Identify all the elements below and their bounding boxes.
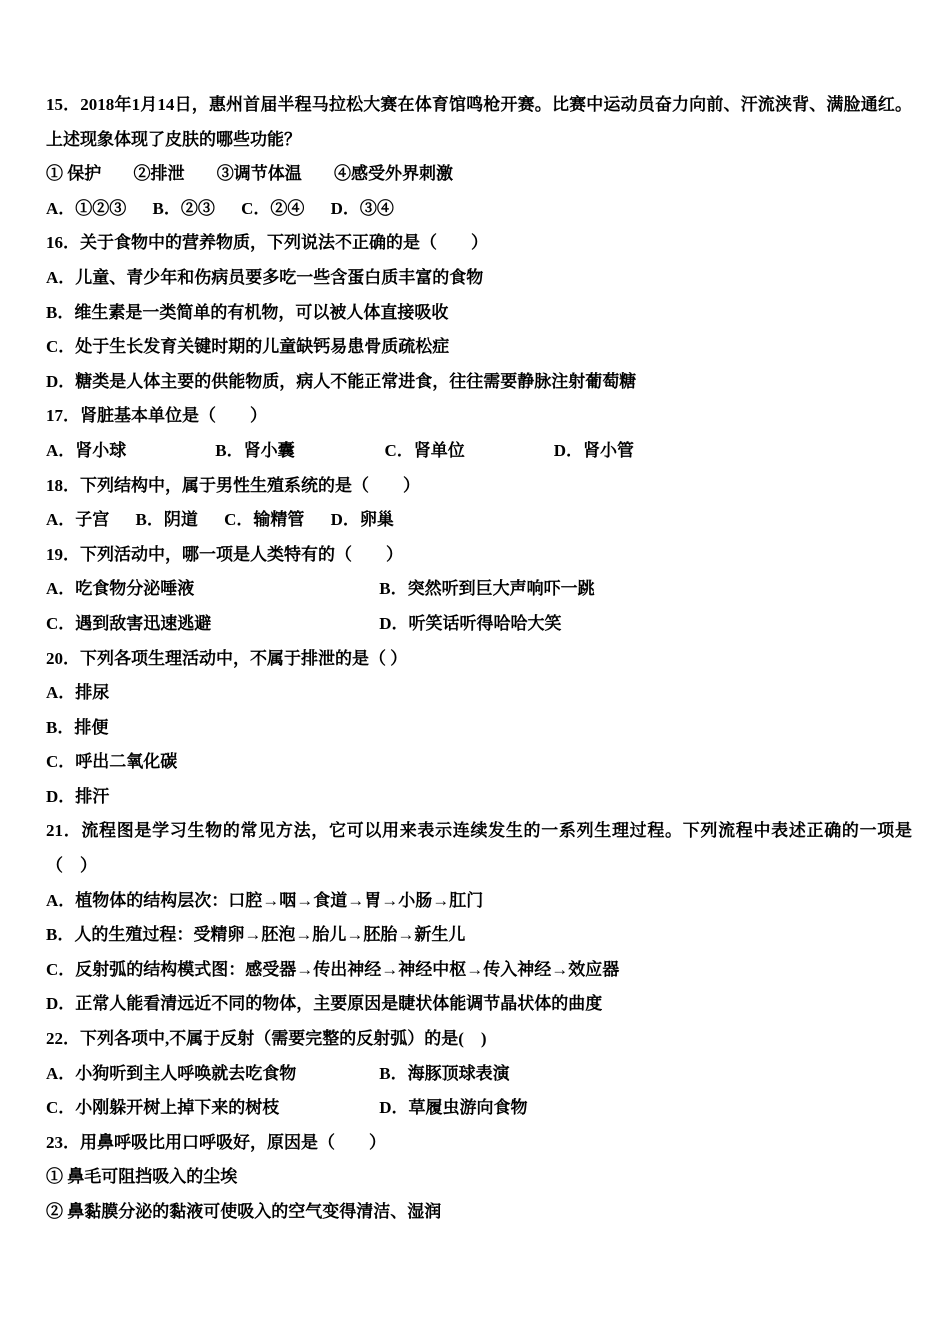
q15-option-b: B．②③ bbox=[152, 198, 215, 218]
question-21-stem: 21．流程图是学习生物的常见方法，它可以用来表示连续发生的一系列生理过程。下列流程中表述正确的一项是（ ） bbox=[46, 821, 912, 876]
question-15-options bbox=[46, 192, 912, 227]
question-16-stem: 16．关于食物中的营养物质，下列说法不正确的是（ ） bbox=[46, 233, 488, 253]
q19-option-d: D．听笑话听得哈哈大笑 bbox=[379, 613, 562, 633]
q15-function-1: ① 保护 bbox=[46, 164, 102, 184]
q19-option-c: C．遇到敌害迅速逃避 bbox=[46, 613, 212, 633]
question-20-stem: 20．下列各项生理活动中，不属于排泄的是（ ） bbox=[46, 648, 408, 668]
q22-option-d: D．草履虫游向食物 bbox=[379, 1098, 528, 1118]
question-22 bbox=[46, 1022, 912, 1126]
question-17 bbox=[46, 399, 912, 468]
q21-option-b: B．人的生殖过程：受精卵→胚泡→胎儿→胚胎→新生儿 bbox=[46, 925, 466, 945]
q18-option-c: C．输精管 bbox=[224, 510, 305, 530]
question-18 bbox=[46, 469, 912, 538]
q17-option-d: D．肾小管 bbox=[553, 440, 635, 460]
q21-option-d: D．正常人能看清远近不同的物体，主要原因是睫状体能调节晶状体的曲度 bbox=[46, 994, 603, 1014]
q16-option-c: C．处于生长发育关键时期的儿童缺钙易患骨质疏松症 bbox=[46, 337, 450, 357]
q15-function-2: ②排泄 bbox=[133, 164, 185, 184]
q20-option-d: D．排汗 bbox=[46, 786, 110, 806]
q19-option-b: B．突然听到巨大声响吓一跳 bbox=[379, 579, 595, 599]
question-15-stem: 15．2018年1月14日，惠州首届半程马拉松大赛在体育馆鸣枪开赛。比赛中运动员奋力向前、汗流浃背、满脸通红。上述现象体现了皮肤的哪些功能？ bbox=[46, 95, 912, 149]
q16-option-d: D．糖类是人体主要的供能物质，病人不能正常进食，往往需要静脉注射葡萄糖 bbox=[46, 371, 637, 391]
question-20 bbox=[46, 642, 912, 815]
q21-option-c: C．反射弧的结构模式图：感受器→传出神经→神经中枢→传入神经→效应器 bbox=[46, 959, 620, 979]
question-17-stem: 17．肾脏基本单位是（ ） bbox=[46, 406, 267, 426]
q15-option-d: D．③④ bbox=[330, 198, 394, 218]
question-22-options-row-2 bbox=[46, 1091, 912, 1126]
q17-option-a: A．肾小球 bbox=[46, 440, 127, 460]
q15-function-4: ④感受外界刺激 bbox=[334, 164, 453, 184]
q20-option-c: C．呼出二氧化碳 bbox=[46, 752, 178, 772]
q16-option-a: A．儿童、青少年和伤病员要多吃一些含蛋白质丰富的食物 bbox=[46, 267, 484, 287]
question-22-options-row-1 bbox=[46, 1057, 912, 1092]
q18-option-b: B．阴道 bbox=[135, 510, 198, 530]
question-15-function-list bbox=[46, 157, 912, 192]
question-19 bbox=[46, 538, 912, 642]
q18-option-d: D．卵巢 bbox=[330, 510, 394, 530]
q20-option-a: A．排尿 bbox=[46, 683, 110, 703]
question-19-stem: 19．下列活动中，哪一项是人类特有的（ ） bbox=[46, 544, 403, 564]
question-17-options bbox=[46, 434, 912, 469]
question-19-options-row-1 bbox=[46, 572, 912, 607]
question-16 bbox=[46, 226, 912, 399]
q23-reason-1: ① 鼻毛可阻挡吸入的尘埃 bbox=[46, 1167, 238, 1187]
question-19-options-row-2 bbox=[46, 607, 912, 642]
question-22-stem: 22．下列各项中,不属于反射（需要完整的反射弧）的是( ) bbox=[46, 1029, 487, 1049]
question-21 bbox=[46, 814, 912, 1022]
q15-option-a: A．①②③ bbox=[46, 198, 127, 218]
q17-option-c: C．肾单位 bbox=[384, 440, 465, 460]
q23-reason-2: ② 鼻黏膜分泌的黏液可使吸入的空气变得清洁、湿润 bbox=[46, 1202, 442, 1221]
q16-option-b: B．维生素是一类简单的有机物，可以被人体直接吸收 bbox=[46, 302, 449, 322]
question-23 bbox=[46, 1126, 912, 1230]
q20-option-b: B．排便 bbox=[46, 717, 109, 737]
question-18-options bbox=[46, 503, 912, 538]
q19-option-a: A．吃食物分泌唾液 bbox=[46, 579, 195, 599]
q22-option-b: B．海豚顶球表演 bbox=[379, 1063, 510, 1083]
question-18-stem: 18．下列结构中，属于男性生殖系统的是（ ） bbox=[46, 475, 420, 495]
q15-function-3: ③调节体温 bbox=[216, 164, 302, 184]
q17-option-b: B．肾小囊 bbox=[215, 440, 295, 460]
q18-option-a: A．子宫 bbox=[46, 510, 110, 530]
q15-option-c: C．②④ bbox=[241, 198, 305, 218]
q22-option-a: A．小狗听到主人呼唤就去吃食物 bbox=[46, 1063, 297, 1083]
question-23-stem: 23．用鼻呼吸比用口呼吸好，原因是（ ） bbox=[46, 1132, 386, 1152]
question-15 bbox=[46, 88, 912, 226]
q21-option-a: A．植物体的结构层次：口腔→咽→食道→胃→小肠→肛门 bbox=[46, 890, 484, 910]
q22-option-c: C．小刚躲开树上掉下来的树枝 bbox=[46, 1098, 280, 1118]
